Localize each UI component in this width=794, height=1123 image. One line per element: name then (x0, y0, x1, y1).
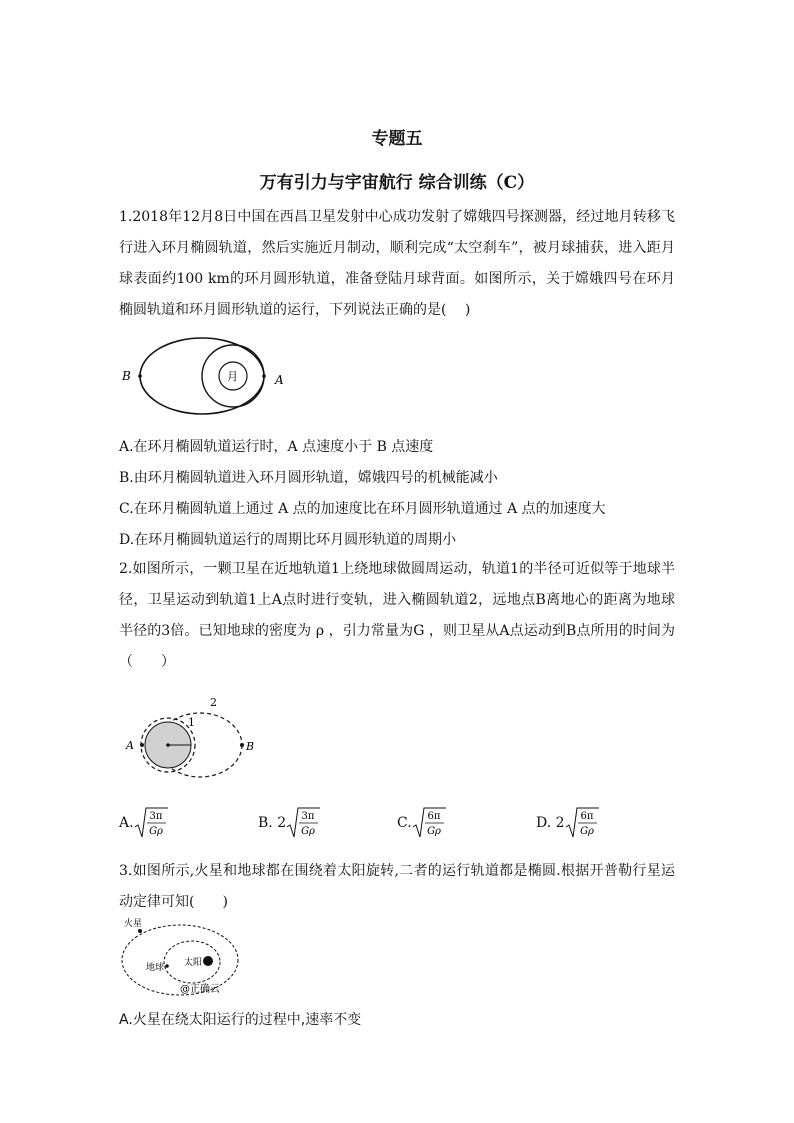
q2-choice-b (258, 806, 320, 840)
earth-center-dot (166, 743, 170, 747)
label-b: B (122, 369, 131, 383)
numerator: 3π (301, 811, 315, 822)
q2-choice-c (397, 806, 446, 840)
denominator: Gρ (426, 826, 441, 837)
q1-option-d: D.在环月椭圆轨道运行的周期比环月圆形轨道的周期小 (119, 532, 457, 548)
question-2-figure (120, 692, 260, 792)
q1-option-c: C.在环月椭圆轨道上通过 A 点的加速度比在环月圆形轨道通过 A 点的加速度大 (119, 501, 606, 517)
orbit-2-label: 2 (210, 696, 217, 709)
mars-label: 火星 (124, 919, 143, 929)
page-subtitle: 万有引力与宇宙航行 综合训练（C） (259, 173, 535, 193)
question-3-figure (118, 914, 244, 1000)
q2-choice-d (536, 806, 599, 840)
point-a-dot (140, 743, 144, 747)
choice-label: B. 2 (258, 815, 287, 831)
numerator: 6π (580, 811, 594, 822)
numerator: 3π (149, 811, 163, 822)
radical-sign-icon (412, 806, 446, 840)
question-2-text: 2.如图所示，一颗卫星在近地轨道1上绕地球做圆周运动，轨道1的半径可近似等于地球半径，卫星运动到轨道1上A点时进行变轨，进入椭圆轨道2，远地点B离地心的距离为地球半径的3倍。已知地球的密度为 ρ ，引力常量为G ，则卫星从A点运动到B点所用的时间为（ ） (119, 561, 675, 670)
q1-option-b: B.由环月椭圆轨道进入环月圆形轨道，嫦娥四号的机械能减小 (119, 470, 498, 486)
page-title: 专题五 (371, 129, 423, 149)
radical-sign-icon (286, 806, 320, 840)
watermark-text: @正确云 (180, 984, 220, 995)
point-b-dot (138, 374, 142, 378)
choice-label: D. 2 (536, 815, 565, 831)
moon-label: 月 (227, 370, 238, 383)
earth-dot (165, 964, 169, 968)
question-1-figure (118, 334, 286, 420)
denominator: Gρ (301, 826, 316, 837)
q3-option-a: A.火星在绕太阳运行的过程中,速率不变 (119, 1012, 362, 1028)
label-a: A (275, 373, 284, 387)
choice-label: A. (119, 815, 134, 831)
q1-option-a: A.在环月椭圆轨道运行时，A 点速度小于 B 点速度 (119, 439, 434, 455)
label-b: B (246, 740, 255, 753)
choice-label: C. (397, 815, 412, 831)
mars-dot (138, 929, 142, 933)
denominator: Gρ (579, 826, 594, 837)
sun-icon (203, 956, 213, 966)
earth-label: 地球 (146, 963, 165, 973)
point-a-dot (262, 374, 266, 378)
radical-sign-icon (565, 806, 599, 840)
question-3-text: 3.如图所示,火星和地球都在围绕着太阳旋转,二者的运行轨道都是椭圆.根据开普勒行星运动定律可知( ) (119, 863, 675, 910)
denominator: Gρ (148, 826, 163, 837)
numerator: 6π (427, 811, 441, 822)
orbit-1-label: 1 (188, 716, 195, 729)
radical-sign-icon (134, 806, 168, 840)
point-b-dot (240, 743, 244, 747)
sun-label: 太阳 (184, 958, 203, 968)
q2-choice-a (119, 806, 168, 840)
label-a: A (126, 739, 134, 752)
question-1-text: 1.2018年12月8日中国在西昌卫星发射中心成功发射了嫦娥四号探测器，经过地月转移飞行进入环月椭圆轨道，然后实施近月制动，顺利完成“太空刹车”，被月球捕获，进入距月球表面约100 km的环月圆形轨道，准备登陆月球背面。如图所示，关于嫦娥四号在环月椭圆轨道和环月圆形轨道的运行，下列说法正确的是( ) (119, 209, 675, 318)
